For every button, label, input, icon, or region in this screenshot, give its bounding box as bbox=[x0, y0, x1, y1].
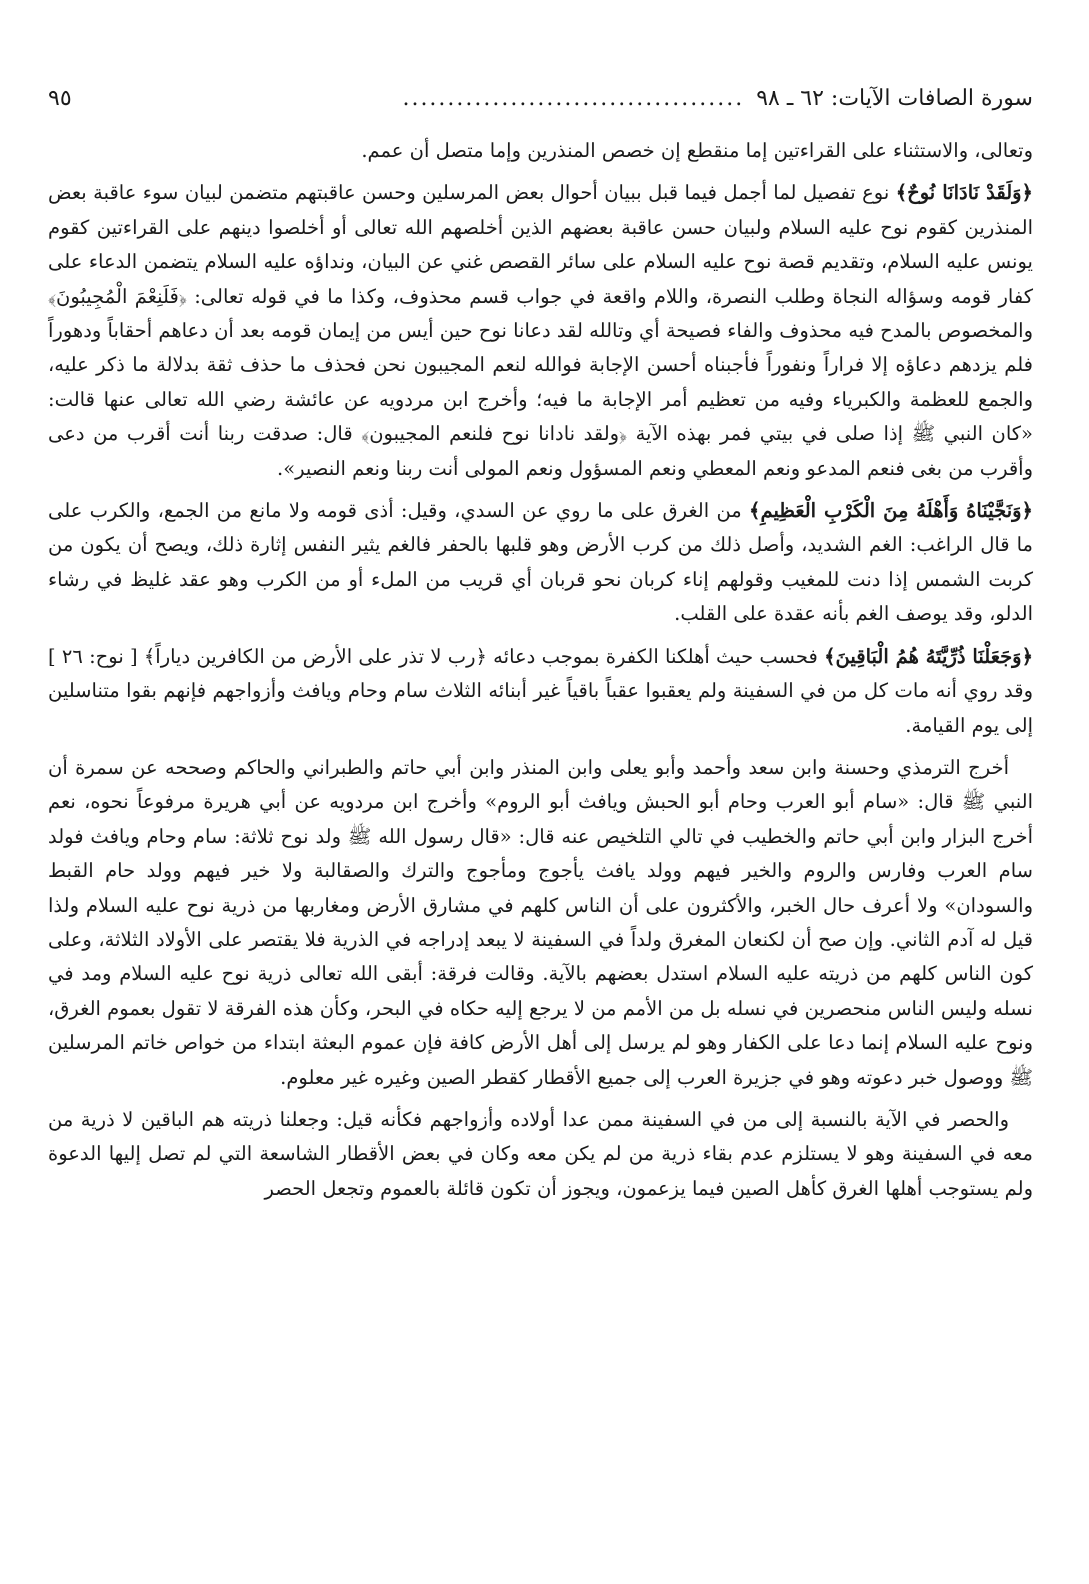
quran-verse: ﴿وَنَجَّيْنَاهُ وَأَهْلَهُ مِنَ الْكَرْبِ الْعَظِيمِ﴾ bbox=[749, 499, 1033, 523]
paragraph-2 bbox=[48, 176, 1033, 486]
paragraph-3 bbox=[48, 494, 1033, 632]
paragraph-1 bbox=[48, 134, 1033, 168]
quran-verse: ﴿وَجَعَلْنَا ذُرِّيَّتَهُ هُمُ الْبَاقِينَ﴾ bbox=[824, 644, 1033, 668]
paragraph-text: والحصر في الآية بالنسبة إلى من في السفينة ممن عدا أولاده وأزواجهم فكأنه قيل: وجعلنا ذريته هم الباقين لا ذرية من معه في السفينة وهو لا يستلزم عدم بقاء ذرية من لم يكن معه وكان في بعض الأقطار الشاسعة التي لم تصل إليها الدعوة ولم يستوجب أهلها الغرق كأهل الصين فيما يزعمون، ويجوز أن تكون قائلة بالعموم وتجعل الحصر bbox=[48, 1107, 1033, 1200]
quran-verse: ﴿وَلَقَدْ نَادَانَا نُوحٌ﴾ bbox=[895, 181, 1033, 205]
page-number: ٩٥ bbox=[48, 86, 72, 111]
header-dot-leader: ...................................... bbox=[402, 86, 745, 111]
paragraph-5 bbox=[48, 751, 1033, 1095]
paragraph-text: نوع تفصيل لما أجمل فيما قبل ببيان أحوال بعض المرسلين وحسن عاقبتهم متضمن لبيان سوء عاقبة بعض المنذرين كقوم نوح عليه السلام ولبيان حسن عاقبة بعضهم الذين أخلصهم الله تعالى أو أخلصوا دينهم على القراءتين كقوم يونس عليه السلام، وتقديم قصة نوح عليه السلام على سائر القصص غني عن البيان، ونداؤه عليه السلام يتضمن الدعاء على كفار قومه وسؤاله النجاة وطلب النصرة، واللام واقعة في جواب قسم محذوف، وكذا ما في قوله تعالى: ﴿فَلَنِعْمَ الْمُجِيبُونَ﴾ والمخصوص بالمدح فيه محذوف والفاء فصيحة أي وتالله لقد دعانا نوح حين أيس من إيمان قومه بعد أن دعاهم أحقاباً ودهوراً فلم يزدهم دعاؤه إلا فراراً ونفوراً فأجبناه أحسن الإجابة فوالله لنعم المجيبون نحن فحذف ما حذف ثقة بدلالة ما ذكر عليه، والجمع للعظمة والكبرياء وفيه من تعظيم أمر الإجابة ما فيه؛ وأخرج ابن مردويه عن عائشة رضي الله تعالى عنها قالت: «كان النبي ﷺ إذا صلى في بيتي فمر بهذه الآية ﴿ولقد نادانا نوح فلنعم المجيبون﴾ قال: صدقت ربنا أنت أقرب من دعى وأقرب من بغى فنعم المدعو ونعم المعطي ونعم المسؤول ونعم المولى أنت ربنا ونعم النصير». bbox=[48, 181, 1033, 480]
paragraph-4 bbox=[48, 640, 1033, 743]
paragraph-text: وتعالى، والاستثناء على القراءتين إما منقطع إن خصص المنذرين وإما متصل أن عمم. bbox=[361, 139, 1033, 162]
paragraph-text: من الغرق على ما روي عن السدي، وقيل: أذى قومه ولا مانع من الجمع، والكرب على ما قال الراغب: الغم الشديد، وأصل ذلك من كرب الأرض وهو قلبها بالحفر فالغم يثير النفس إثارة ذلك، ويصح أن يكون من كربت الشمس إذا دنت للمغيب وقولهم إناء كربان نحو قربان أي قريب من الملء أو من الكرب وهو عقد غليظ في رشاء الدلو، وقد يوصف الغم بأنه عقدة على القلب. bbox=[48, 499, 1033, 626]
paragraph-text: فحسب حيث أهلكنا الكفرة بموجب دعائه ﴿رب لا تذر على الأرض من الكافرين دياراً﴾ [ نوح: ٢٦ ] وقد روي أنه مات كل من في السفينة ولم يعقبوا عقباً باقياً غير أبنائه الثلاث سام وحام ويافث وأزواجهم فإنهم بقوا متناسلين إلى يوم القيامة. bbox=[48, 644, 1033, 737]
running-title: سورة الصافات الآيات: ٦٢ ـ ٩٨ bbox=[756, 86, 1033, 111]
paragraph-6 bbox=[48, 1103, 1033, 1206]
page-header bbox=[48, 86, 1033, 126]
paragraph-text: أخرج الترمذي وحسنة وابن سعد وأحمد وأبو يعلى وابن المنذر وابن أبي حاتم والطبراني والحاكم وصححه عن سمرة أن النبي ﷺ قال: «سام أبو العرب وحام أبو الحبش ويافث أبو الروم» وأخرج ابن مردويه عن أبي هريرة مرفوعاً نحوه، نعم أخرج البزار وابن أبي حاتم والخطيب في تالي التلخيص عنه قال: «قال رسول الله ﷺ ولد نوح ثلاثة: سام وحام ويافث فولد سام العرب وفارس والروم والخير فيهم وولد يافث يأجوج ومأجوج والترك والصقالبة ولا خير فيهم وولد حام القبط والسودان» ولا أعرف حال الخبر، والأكثرون على أن الناس كلهم في مشارق الأرض ومغاربها من ذرية نوح عليه السلام ولذا قيل له آدم الثاني. وإن صح أن لكنعان المغرق ولداً في السفينة لا يبعد إدراجه في الذرية فلا يقتصر على الأولاد الثلاثة، وعلى كون الناس كلهم من ذريته عليه السلام استدل بعضهم بالآية. وقالت فرقة: أبقى الله تعالى ذرية نوح عليه السلام ومد في نسله وليس الناس منحصرين في نسله بل من الأمم من لا يرجع إليه حكاه في البحر، وكأن هذه الفرقة لا تقول بعموم الغرق، ونوح عليه السلام إنما دعا على الكفار وهو لم يرسل إلى أهل الأرض كافة فإن عموم البعثة ابتداء من خواص خاتم المرسلين ﷺ ووصول خبر دعوته وهو في جزيرة العرب إلى جميع الأقطار كقطر الصين وغيره غير معلوم. bbox=[48, 755, 1033, 1089]
